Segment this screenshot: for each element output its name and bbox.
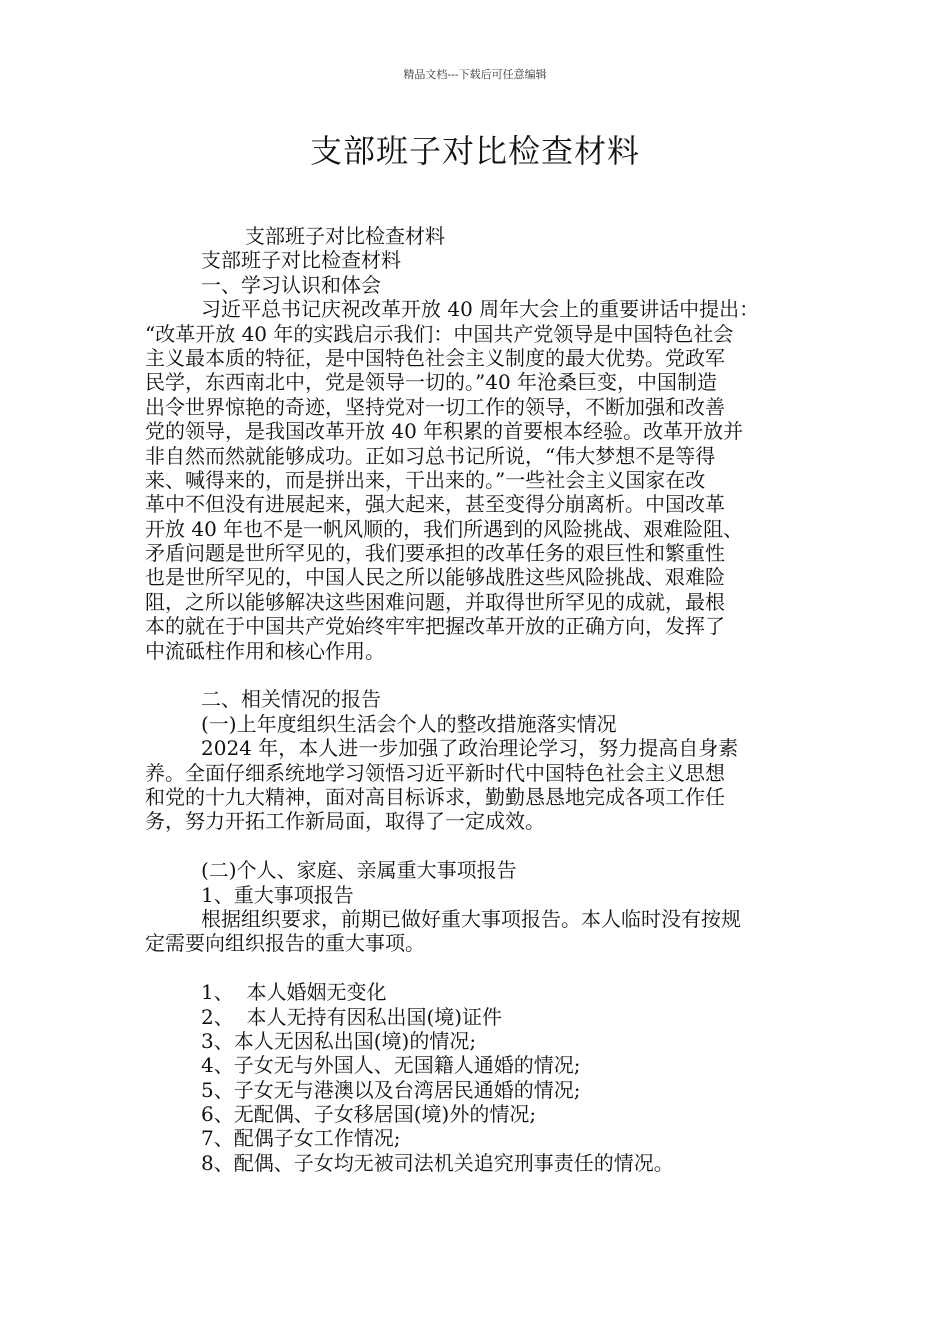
item-1-heading: 1、重大事项报告 (201, 882, 354, 907)
subsection-1-line: 和党的十九大精神，面对高目标诉求，勤勤恳恳地完成各项工作任 (145, 784, 725, 809)
subsection-1-line: 务，努力开拓工作新局面，取得了一定成效。 (145, 809, 545, 834)
list-item: 2、 本人无持有因私出国(境)证件 (201, 1004, 503, 1029)
document-title: 支部班子对比检查材料 (309, 132, 640, 170)
section-2-heading: 二、相关情况的报告 (201, 687, 381, 712)
section-1-line: 开放 40 年也不是一帆风顺的，我们所遇到的风险挑战、艰难险阻、 (145, 516, 744, 541)
section-1-line: 本的就在于中国共产党始终牢牢把握改革开放的正确方向，发挥了 (145, 614, 725, 639)
section-1-line: 党的领导，是我国改革开放 40 年积累的首要根本经验。改革开放并 (145, 419, 744, 444)
subsection-2-heading: (二)个人、家庭、亲属重大事项报告 (201, 858, 517, 883)
item-1-line: 定需要向组织报告的重大事项。 (145, 931, 425, 956)
document-body (145, 224, 809, 1175)
section-1-line: 革中不但没有进展起来，强大起来，甚至变得分崩离析。中国改革 (145, 492, 725, 517)
list-item: 4、子女无与外国人、无国籍人通婚的情况; (201, 1053, 581, 1078)
section-1-line: 习近平总书记庆祝改革开放 40 周年大会上的重要讲话中提出： (201, 297, 760, 322)
list-item: 8、配偶、子女均无被司法机关追究刑事责任的情况。 (201, 1150, 674, 1175)
section-1-line: 矛盾问题是世所罕见的，我们要承担的改革任务的艰巨性和繁重性 (145, 541, 725, 566)
blank-line (145, 834, 809, 858)
section-1-line: 来、喊得来的，而是拼出来，干出来的。”一些社会主义国家在改 (145, 467, 706, 492)
list-item: 6、无配偶、子女移居国(境)外的情况; (201, 1102, 537, 1127)
item-1-line: 根据组织要求，前期已做好重大事项报告。本人临时没有按规 (201, 906, 741, 931)
blank-line (145, 663, 809, 687)
list-item: 1、 本人婚姻无变化 (201, 980, 387, 1005)
subtitle-line-1: 支部班子对比检查材料 (245, 224, 445, 248)
section-1-line: 民学，东西南北中，党是领导一切的。”40 年沧桑巨变，中国制造 (145, 370, 718, 395)
section-1-heading: 一、学习认识和体会 (201, 272, 381, 297)
section-1-line: 出令世界惊艳的奇迹，坚持党对一切工作的领导，不断加强和改善 (145, 394, 725, 419)
page-header-note: 精品文档---下载后可任意编辑 (403, 68, 547, 81)
list-item: 5、子女无与港澳以及台湾居民通婚的情况; (201, 1077, 581, 1102)
list-item: 3、本人无因私出国(境)的情况; (201, 1028, 477, 1053)
section-1-line: “改革开放 40 年的实践启示我们：中国共产党领导是中国特色社会 (145, 321, 734, 346)
section-1-line: 也是世所罕见的，中国人民之所以能够战胜这些风险挑战、艰难险 (145, 565, 725, 590)
subtitle-line-2: 支部班子对比检查材料 (201, 248, 401, 273)
subsection-1-heading: (一)上年度组织生活会个人的整改措施落实情况 (201, 711, 617, 736)
section-1-line: 主义最本质的特征，是中国特色社会主义制度的最大优势。党政军 (145, 345, 725, 370)
section-1-line: 中流砥柱作用和核心作用。 (145, 638, 385, 663)
section-1-line: 非自然而然就能够成功。正如习总书记所说，“伟大梦想不是等得 (145, 443, 716, 468)
subsection-1-line: 养。全面仔细系统地学习领悟习近平新时代中国特色社会主义思想 (145, 760, 725, 785)
section-1-line: 阻，之所以能够解决这些困难问题，并取得世所罕见的成就，最根 (145, 589, 725, 614)
list-item: 7、配偶子女工作情况; (201, 1126, 401, 1151)
blank-line (145, 956, 809, 980)
subsection-1-line: 2024 年，本人进一步加强了政治理论学习，努力提高自身素 (201, 736, 739, 761)
